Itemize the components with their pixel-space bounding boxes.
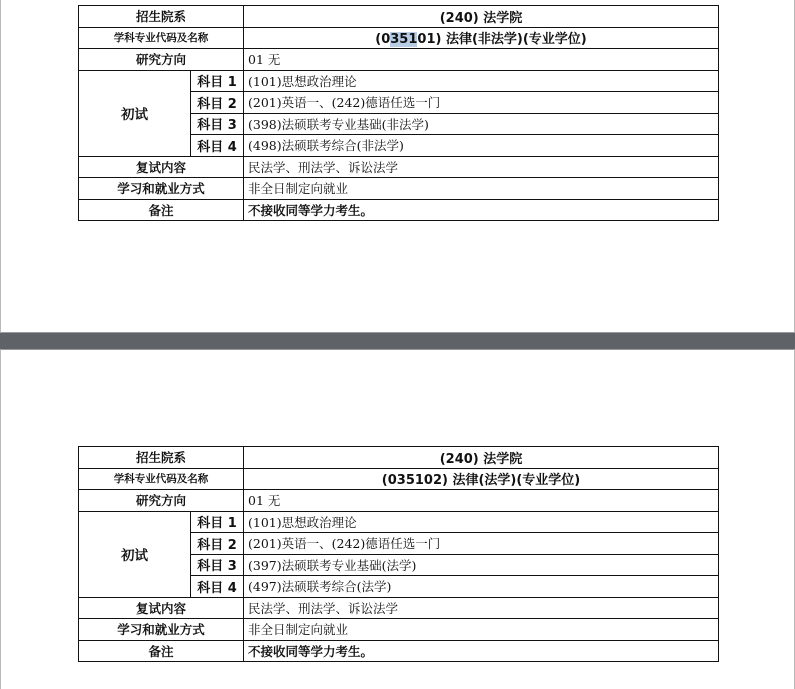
subject-value: (398)法硕联考专业基础(非法学) xyxy=(244,113,719,135)
study-mode-row xyxy=(79,619,719,641)
major-row xyxy=(79,27,719,49)
selected-text-highlight[interactable]: 351 xyxy=(390,32,418,48)
subject-label: 科目 2 xyxy=(191,92,244,114)
notes-row xyxy=(79,640,719,662)
subject-value: (498)法硕联考综合(非法学) xyxy=(244,135,719,157)
retest-label: 复试内容 xyxy=(79,156,244,178)
retest-value: 民法学、刑法学、诉讼法学 xyxy=(244,597,719,619)
notes-row xyxy=(79,199,719,221)
department-label: 招生院系 xyxy=(79,6,244,28)
subject-label: 科目 1 xyxy=(191,511,244,533)
retest-label: 复试内容 xyxy=(79,597,244,619)
major-value-prefix: (0 xyxy=(375,32,391,48)
document-page-1 xyxy=(0,0,795,333)
exam-label: 初试 xyxy=(79,511,191,597)
admission-table xyxy=(78,5,719,221)
department-value: (240) 法学院 xyxy=(244,447,719,469)
subject-row xyxy=(79,511,719,533)
subject-value: (101)思想政治理论 xyxy=(244,511,719,533)
subject-value: (497)法硕联考综合(法学) xyxy=(244,576,719,598)
subject-value: (201)英语一、(242)德语任选一门 xyxy=(244,92,719,114)
department-row xyxy=(79,6,719,28)
subject-value: (101)思想政治理论 xyxy=(244,70,719,92)
study-mode-row xyxy=(79,178,719,200)
subject-label: 科目 1 xyxy=(191,70,244,92)
subject-value: (201)英语一、(242)德语任选一门 xyxy=(244,533,719,555)
retest-value: 民法学、刑法学、诉讼法学 xyxy=(244,156,719,178)
study-mode-label: 学习和就业方式 xyxy=(79,178,244,200)
major-label: 学科专业代码及名称 xyxy=(79,27,244,49)
major-label: 学科专业代码及名称 xyxy=(79,468,244,490)
department-value: (240) 法学院 xyxy=(244,6,719,28)
direction-label: 研究方向 xyxy=(79,490,244,512)
subject-value: (397)法硕联考专业基础(法学) xyxy=(244,554,719,576)
direction-value: 01 无 xyxy=(244,490,719,512)
subject-label: 科目 4 xyxy=(191,576,244,598)
department-row xyxy=(79,447,719,469)
major-value[interactable] xyxy=(244,27,719,49)
document-page-2 xyxy=(0,349,795,689)
subject-label: 科目 2 xyxy=(191,533,244,555)
study-mode-label: 学习和就业方式 xyxy=(79,619,244,641)
study-mode-value: 非全日制定向就业 xyxy=(244,619,719,641)
admission-table xyxy=(78,446,719,662)
major-value: (035102) 法律(法学)(专业学位) xyxy=(244,468,719,490)
subject-label: 科目 3 xyxy=(191,113,244,135)
direction-row xyxy=(79,49,719,71)
direction-row xyxy=(79,490,719,512)
study-mode-value: 非全日制定向就业 xyxy=(244,178,719,200)
direction-label: 研究方向 xyxy=(79,49,244,71)
subject-label: 科目 4 xyxy=(191,135,244,157)
page-separator xyxy=(0,333,795,349)
subject-row xyxy=(79,70,719,92)
direction-value: 01 无 xyxy=(244,49,719,71)
retest-row xyxy=(79,156,719,178)
major-value-suffix: 01) 法律(非法学)(专业学位) xyxy=(417,32,587,48)
exam-label: 初试 xyxy=(79,70,191,156)
subject-label: 科目 3 xyxy=(191,554,244,576)
retest-row xyxy=(79,597,719,619)
major-row xyxy=(79,468,719,490)
notes-value: 不接收同等学力考生。 xyxy=(244,199,719,221)
department-label: 招生院系 xyxy=(79,447,244,469)
notes-label: 备注 xyxy=(79,640,244,662)
notes-label: 备注 xyxy=(79,199,244,221)
notes-value: 不接收同等学力考生。 xyxy=(244,640,719,662)
